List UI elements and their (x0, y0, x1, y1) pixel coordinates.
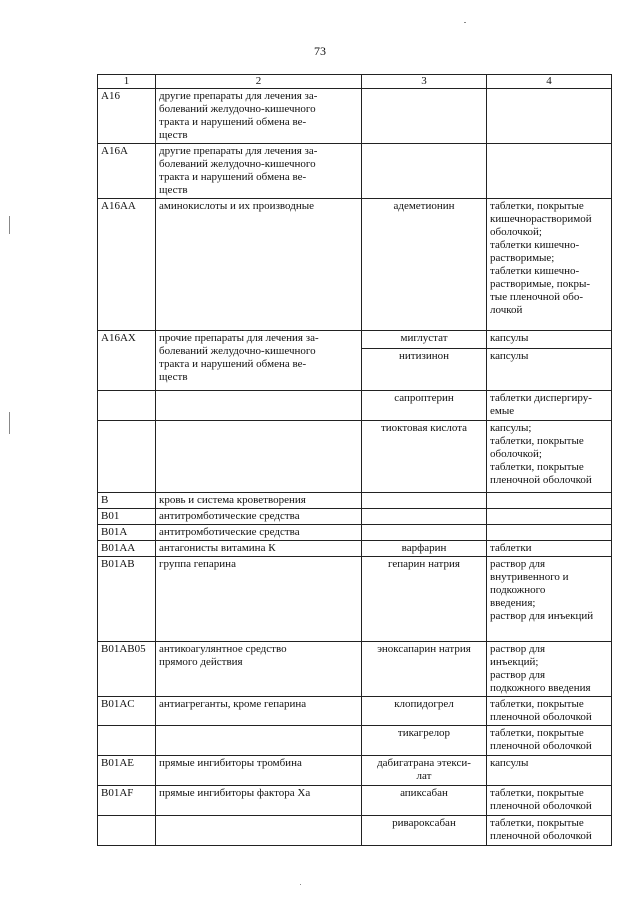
group-name-cell (156, 816, 362, 846)
dosage-form-cell: капсулы (487, 349, 612, 391)
group-name-cell: прямые ингибиторы фактора Ха (156, 786, 362, 816)
table-row (98, 89, 612, 144)
dosage-form-cell (487, 89, 612, 144)
scan-speck (464, 22, 466, 23)
table-row (98, 525, 612, 541)
page-number: 73 (314, 44, 326, 58)
group-name-cell: прочие препараты для лечения за- болеваний желудочно-кишечного тракта и нарушений обмена ве- ществ (156, 331, 362, 391)
table-row (98, 144, 612, 199)
code-cell (98, 726, 156, 756)
drug-name-cell: апиксабан (362, 786, 487, 816)
table-row (98, 541, 612, 557)
dosage-form-cell: таблетки, покрытые пленочной оболочкой (487, 697, 612, 726)
group-name-cell: антиагреганты, кроме гепарина (156, 697, 362, 726)
table-body (98, 75, 612, 846)
code-cell: B01AA (98, 541, 156, 557)
drug-name-cell: ривароксабан (362, 816, 487, 846)
code-cell: B01 (98, 509, 156, 525)
code-cell: B (98, 493, 156, 509)
table-row (98, 642, 612, 697)
drug-name-cell: нитизинон (362, 349, 487, 391)
dosage-form-cell: таблетки, покрытые пленочной оболочкой (487, 786, 612, 816)
dosage-form-cell: капсулы; таблетки, покрытые оболочкой; таблетки, покрытые пленочной оболочкой (487, 421, 612, 493)
code-cell (98, 391, 156, 421)
code-cell (98, 816, 156, 846)
dosage-form-cell: таблетки, покрытые кишечнорастворимой оболочкой; таблетки кишечно- растворимые; таблетки кишечно- растворимые, покры- тые пленочной обо- лочкой (487, 199, 612, 331)
drug-name-cell: тиоктовая кислота (362, 421, 487, 493)
code-cell: A16AX (98, 331, 156, 391)
dosage-form-cell (487, 144, 612, 199)
group-name-cell: аминокислоты и их производные (156, 199, 362, 331)
scan-speck (9, 412, 10, 434)
drug-name-cell: клопидогрел (362, 697, 487, 726)
group-name-cell: антитромботические средства (156, 509, 362, 525)
drug-name-cell: сапроптерин (362, 391, 487, 421)
scan-speck (9, 216, 10, 234)
table-row (98, 331, 612, 349)
group-name-cell: группа гепарина (156, 557, 362, 642)
group-name-cell: другие препараты для лечения за- болеваний желудочно-кишечного тракта и нарушений обмена ве- ществ (156, 144, 362, 199)
drug-name-cell: варфарин (362, 541, 487, 557)
dosage-form-cell: таблетки, покрытые пленочной оболочкой (487, 816, 612, 846)
dosage-form-cell: раствор для инъекций; раствор для подкожного введения (487, 642, 612, 697)
drug-name-cell (362, 509, 487, 525)
header-col-2: 2 (156, 75, 362, 89)
dosage-form-cell: таблетки, покрытые пленочной оболочкой (487, 726, 612, 756)
drug-name-cell: миглустат (362, 331, 487, 349)
drug-name-cell: дабигатрана этекси- лат (362, 756, 487, 786)
drug-name-cell: тикагрелор (362, 726, 487, 756)
group-name-cell (156, 726, 362, 756)
header-col-1: 1 (98, 75, 156, 89)
header-col-4: 4 (487, 75, 612, 89)
group-name-cell: прямые ингибиторы тромбина (156, 756, 362, 786)
dosage-form-cell: таблетки диспергиру- емые (487, 391, 612, 421)
table-row (98, 557, 612, 642)
table-header-row (98, 75, 612, 89)
dosage-form-cell (487, 493, 612, 509)
dosage-form-cell: таблетки (487, 541, 612, 557)
table-row (98, 421, 612, 493)
dosage-form-cell: капсулы (487, 756, 612, 786)
table-row (98, 493, 612, 509)
dosage-form-cell (487, 525, 612, 541)
code-cell: B01AB05 (98, 642, 156, 697)
group-name-cell (156, 391, 362, 421)
drug-name-cell (362, 89, 487, 144)
code-cell: B01AB (98, 557, 156, 642)
group-name-cell: антикоагулянтное средство прямого действия (156, 642, 362, 697)
code-cell: A16AA (98, 199, 156, 331)
drug-name-cell (362, 525, 487, 541)
table-row (98, 391, 612, 421)
dosage-form-cell (487, 509, 612, 525)
group-name-cell: антагонисты витамина К (156, 541, 362, 557)
table-row (98, 199, 612, 331)
group-name-cell: антитромботические средства (156, 525, 362, 541)
drug-name-cell: гепарин натрия (362, 557, 487, 642)
drug-name-cell (362, 144, 487, 199)
drug-name-cell: эноксапарин натрия (362, 642, 487, 697)
dosage-form-cell: капсулы (487, 331, 612, 349)
scan-speck (300, 884, 301, 885)
table-row (98, 786, 612, 816)
table-row (98, 726, 612, 756)
code-cell: B01AF (98, 786, 156, 816)
table-row (98, 756, 612, 786)
table-row (98, 697, 612, 726)
drug-name-cell (362, 493, 487, 509)
code-cell: A16 (98, 89, 156, 144)
group-name-cell: другие препараты для лечения за- болеваний желудочно-кишечного тракта и нарушений обмена ве- ществ (156, 89, 362, 144)
group-name-cell (156, 421, 362, 493)
group-name-cell: кровь и система кроветворения (156, 493, 362, 509)
table-row (98, 509, 612, 525)
code-cell: A16A (98, 144, 156, 199)
code-cell (98, 421, 156, 493)
drug-name-cell: адеметионин (362, 199, 487, 331)
code-cell: B01AE (98, 756, 156, 786)
dosage-form-cell: раствор для внутривенного и подкожного введения; раствор для инъекций (487, 557, 612, 642)
table-row (98, 816, 612, 846)
header-col-3: 3 (362, 75, 487, 89)
medication-table (97, 74, 612, 846)
code-cell: B01A (98, 525, 156, 541)
code-cell: B01AC (98, 697, 156, 726)
